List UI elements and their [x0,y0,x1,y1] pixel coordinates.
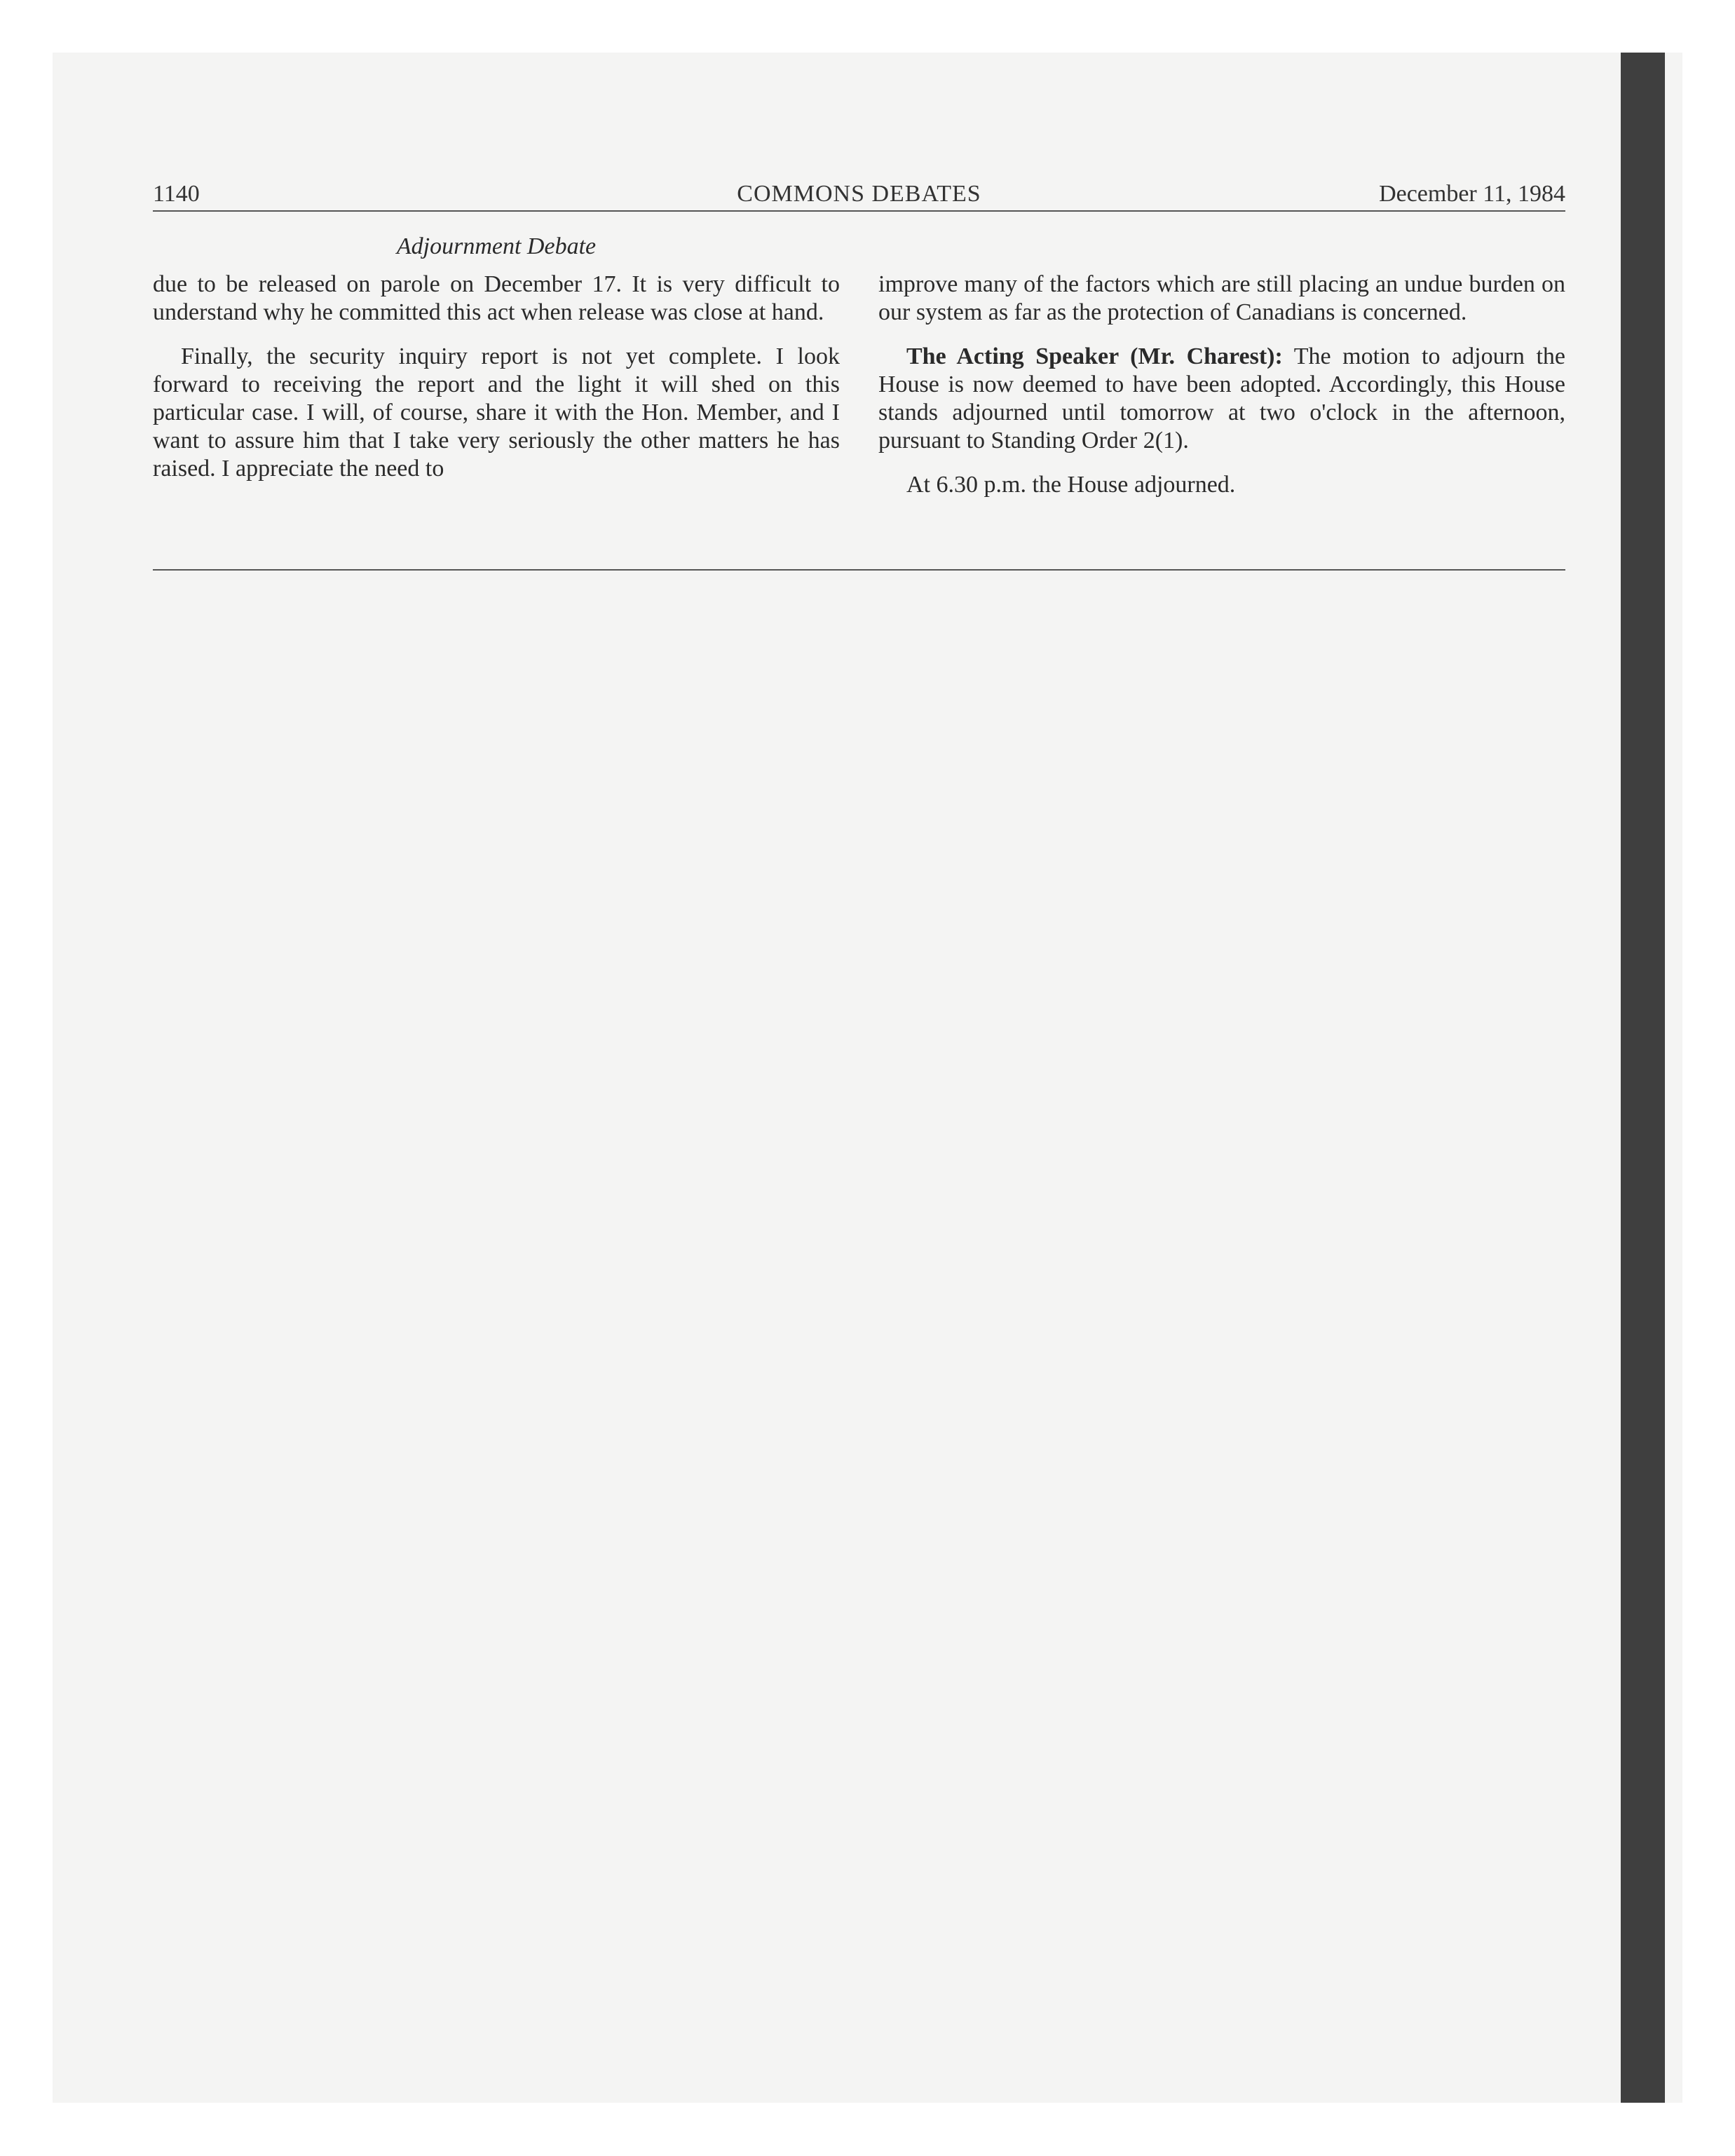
left-column [153,271,840,499]
right-paragraph-1: improve many of the factors which are still placing an undue burden on our system as far as the protection of Canadians is concerned. [878,271,1565,325]
header-rule [153,210,1565,212]
running-head [153,177,1565,212]
speaker-statement: The motion to adjourn the House is now deemed to have been adopted. Accordingly, this House stands adjourned until tomorrow at two o'clock in the afternoon, pursuant to Standing Order 2(1). [878,343,1565,453]
publication-date: December 11, 1984 [1379,181,1565,207]
section-title: Adjournment Debate [396,233,597,259]
page-number: 1140 [153,181,200,207]
end-rule [153,569,1565,571]
right-column [878,271,1565,515]
left-paragraph-1: due to be released on parole on December 17. It is very difficult to understand why he committed this act when release was close at hand. [153,271,840,325]
left-paragraph-2: Finally, the security inquiry report is not yet complete. I look forward to receiving the report and the light it will shed on this particular case. I will, of course, share it with the Hon. Member, and I want to assure him that I take very seriously the other matters he has raised. I appreciate the need to [153,343,840,482]
scan-edge-shadow [1621,53,1665,2103]
adjournment-note: At 6.30 p.m. the House adjourned. [906,472,1236,498]
speaker-name: The Acting Speaker (Mr. Charest): [906,343,1283,369]
publication-title: COMMONS DEBATES [737,181,981,207]
speaker-paragraph [878,343,1565,455]
